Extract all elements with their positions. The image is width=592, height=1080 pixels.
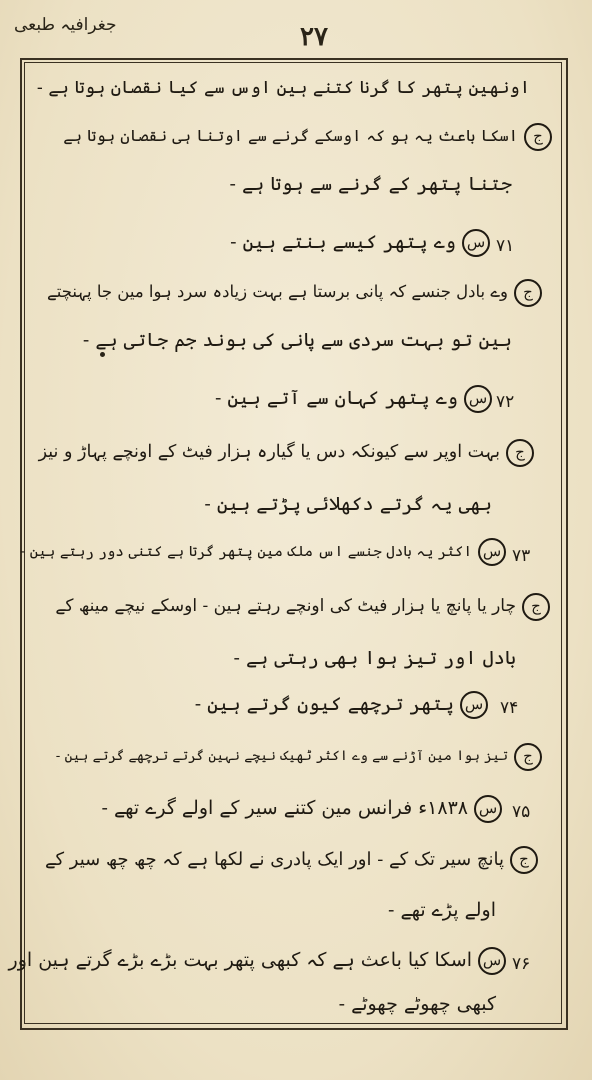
ink-speck: [100, 352, 105, 357]
text-line: جتنا پتھر کے گرنے سے ہوتا ہے -: [229, 173, 512, 195]
question-marker: س: [474, 795, 502, 823]
question-number: ۷۱: [496, 236, 515, 256]
answer-marker: ج: [514, 743, 542, 771]
answer-marker: ج: [506, 439, 534, 467]
question-number: ۷۶: [512, 954, 531, 974]
answer-marker: ج: [510, 846, 538, 874]
question-line: سوے پتھر کہان سے آتے ہین -: [215, 384, 492, 413]
page-number: ۲۷: [300, 22, 328, 52]
question-marker: س: [478, 538, 506, 566]
answer-line: جچار یا پانچ یا ہزار فیٹ کی اونچے رہتے ہین - اوسکے نیچے مینھ کے: [55, 592, 550, 621]
answer-line: جاسکا باعث یہ ہو کہ اوسکے گرنے سے اوتنا ہی نقصان ہوتا ہے: [63, 122, 552, 151]
question-line: س۱۸۳۸ء فرانس مین کتنے سیر کے اولے گرے تھے -: [102, 794, 502, 823]
answer-line: جوے بادل جنسے کہ پانی برستا ہے بہت زیادہ سرد ہوا مین جا پہنچتے: [47, 278, 542, 307]
question-number: ۷۲: [496, 392, 515, 412]
question-line: ساکثر یہ بادل جنسے اس ملک مین پتھر گرتا ہے کتنی دور رہتے ہین -: [20, 538, 506, 566]
question-marker: س: [460, 691, 488, 719]
answer-marker: ج: [524, 123, 552, 151]
text-line: بادل اور تیز ہوا بھی رہتی ہے -: [233, 647, 516, 669]
question-number: ۷۴: [500, 698, 519, 718]
text-line: اولے پڑے تھے -: [388, 899, 496, 921]
text-line: کبھی چھوٹے چھوٹے -: [338, 993, 496, 1015]
question-number: ۷۵: [512, 802, 531, 822]
text-line: اونھین پتھر کا گرنا کتنے ہین اوس سے کیا نقصان ہوتا ہے -: [36, 78, 530, 98]
running-header: جغرافیہ طبعی: [14, 15, 117, 35]
answer-line: جبہت اوپر سے کیونکہ دس یا گیارہ ہزار فیٹ کے اونچے پہاڑ و نیز: [39, 438, 534, 467]
question-line: سوے پتھر کیسے بنتے ہین -: [230, 228, 490, 257]
answer-marker: ج: [514, 279, 542, 307]
question-marker: س: [464, 385, 492, 413]
text-line: بھی یہ گرتے دکھلائی پڑتے ہین -: [204, 493, 492, 515]
question-line: سپتھر ترچھے کیون گرتے ہین -: [195, 690, 488, 719]
question-marker: س: [462, 229, 490, 257]
question-marker: س: [478, 947, 506, 975]
text-line: ہین تو بہت سردی سے پانی کی بوند جم جاتی ہے -: [82, 329, 512, 351]
answer-line: جتیز ہوا مین آڑنے سے وے اکثر ٹھیک نیچے نہین گرتے ترچھے گرتے ہین -: [56, 742, 542, 771]
answer-marker: ج: [522, 593, 550, 621]
question-line: ساسکا کیا باعث ہے کہ کبھی پتھر بہت بڑے بڑے گرتے ہین اور: [9, 946, 506, 975]
answer-line: جپانچ سیر تک کے - اور ایک پادری نے لکھا ہے کہ چھ چھ سیر کے: [45, 846, 538, 874]
question-number: ۷۳: [512, 546, 531, 566]
